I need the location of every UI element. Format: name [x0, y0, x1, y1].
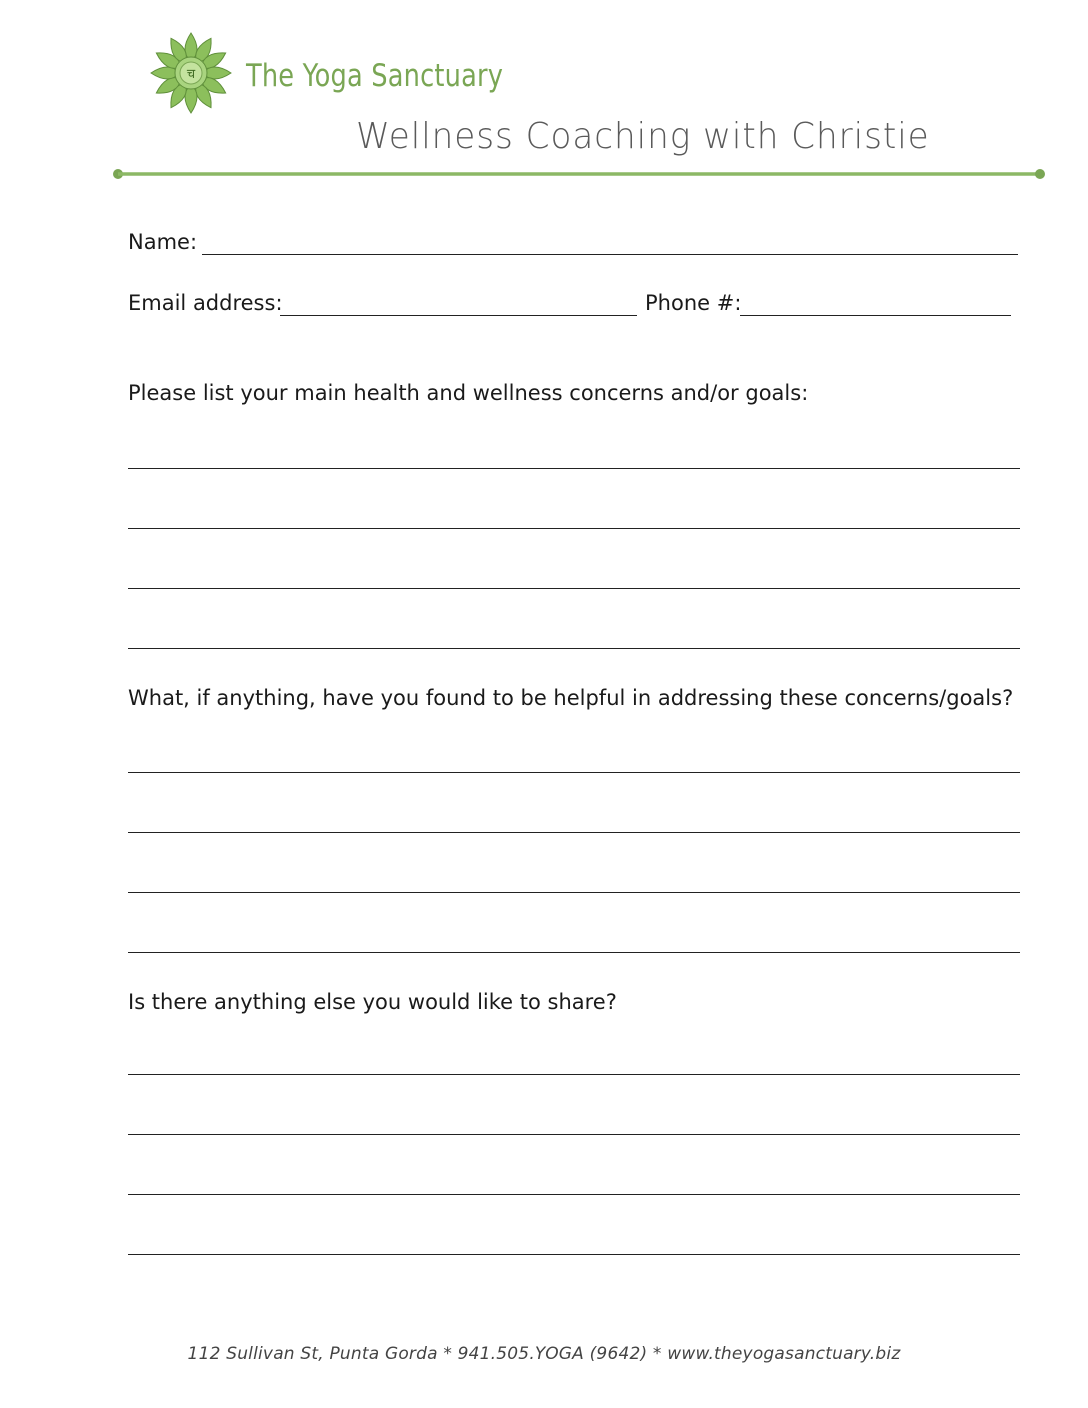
answer-line[interactable] — [128, 772, 1020, 773]
answer-line[interactable] — [128, 468, 1020, 469]
phone-label: Phone #: — [645, 291, 742, 315]
name-label: Name: — [128, 230, 198, 254]
name-field[interactable] — [202, 254, 1018, 255]
answer-line[interactable] — [128, 1074, 1020, 1075]
email-field[interactable] — [280, 315, 637, 316]
answer-line[interactable] — [128, 952, 1020, 953]
logo-glyph: च — [186, 67, 196, 82]
email-label: Email address: — [128, 291, 283, 315]
answer-line[interactable] — [128, 1254, 1020, 1255]
phone-field[interactable] — [740, 315, 1011, 316]
page-title: Wellness Coaching with Christie — [356, 116, 930, 157]
lotus-logo-icon — [150, 32, 232, 114]
answer-line[interactable] — [128, 1134, 1020, 1135]
header-divider — [112, 166, 1046, 182]
answer-line[interactable] — [128, 528, 1020, 529]
answer-line[interactable] — [128, 648, 1020, 649]
question-helpful: What, if anything, have you found to be helpful in addressing these concerns/goals? — [128, 686, 1014, 710]
answer-line[interactable] — [128, 588, 1020, 589]
question-share: Is there anything else you would like to share? — [128, 990, 617, 1014]
answer-line[interactable] — [128, 892, 1020, 893]
brand-name: The Yoga Sanctuary — [246, 58, 504, 94]
answer-line[interactable] — [128, 832, 1020, 833]
answer-line[interactable] — [128, 1194, 1020, 1195]
footer-contact: 112 Sullivan St, Punta Gorda * 941.505.YOGA (9642) * www.theyogasanctuary.biz — [187, 1344, 901, 1364]
question-concerns: Please list your main health and wellness concerns and/or goals: — [128, 381, 809, 405]
